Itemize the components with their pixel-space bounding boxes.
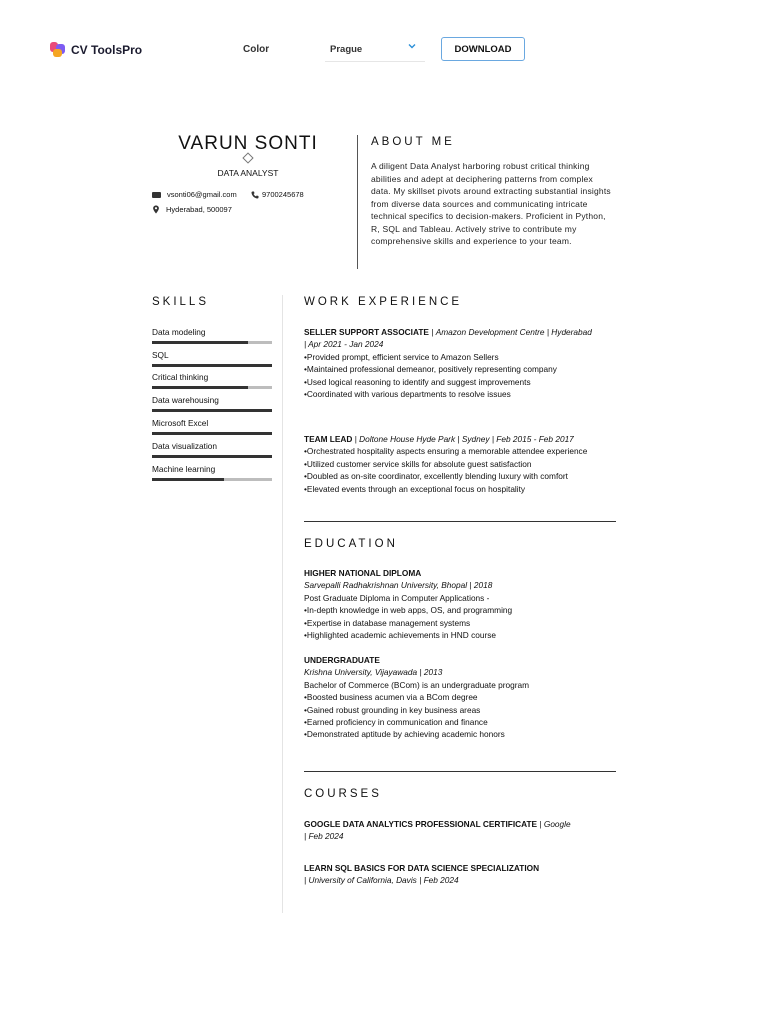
bullet-item: • Highlighted academic achievements in HND course bbox=[304, 629, 616, 641]
bullet-item: • Maintained professional demeanor, positively representing company bbox=[304, 363, 616, 375]
phone-icon bbox=[251, 191, 259, 199]
skill-label: Critical thinking bbox=[152, 372, 209, 382]
work-bullets bbox=[304, 351, 616, 401]
separator: | bbox=[428, 327, 436, 337]
candidate-name: VARUN SONTI bbox=[178, 133, 318, 154]
education-desc: Post Graduate Diploma in Computer Applications - bbox=[304, 592, 490, 603]
skill-bar bbox=[152, 341, 272, 344]
work-role: TEAM LEAD bbox=[304, 434, 353, 444]
bullet-item: • Earned proficiency in communication and finance bbox=[304, 716, 616, 728]
education-degree bbox=[304, 654, 616, 666]
top-toolbar bbox=[0, 0, 768, 100]
education-entry bbox=[304, 654, 616, 741]
skill-item bbox=[152, 327, 272, 344]
bullet-item: • Coordinated with various departments to resolve issues bbox=[304, 388, 616, 400]
contact-location: Hyderabad, 500097 bbox=[166, 205, 232, 214]
skill-item bbox=[152, 395, 272, 412]
body-divider bbox=[282, 295, 283, 913]
contact-phone: 9700245678 bbox=[262, 190, 304, 199]
degree-name: HIGHER NATIONAL DIPLOMA bbox=[304, 568, 422, 578]
skill-bar bbox=[152, 478, 272, 481]
education-bullets bbox=[304, 604, 616, 641]
color-label: Color bbox=[243, 44, 270, 55]
course-entry bbox=[304, 862, 616, 887]
bullet-item: • Boosted business acumen via a BCom degree bbox=[304, 691, 616, 703]
work-bullets bbox=[304, 445, 616, 495]
bullet-item: • Elevated events through an exceptional focus on hospitality bbox=[304, 483, 616, 495]
skill-bar-fill bbox=[152, 478, 224, 481]
skill-bar-fill bbox=[152, 364, 272, 367]
course-entry bbox=[304, 818, 616, 843]
skill-item bbox=[152, 350, 272, 367]
education-school: Krishna University, Vijayawada | 2013 bbox=[304, 667, 443, 678]
skill-bar bbox=[152, 386, 272, 389]
header-divider bbox=[357, 135, 358, 269]
skill-label: Data visualization bbox=[152, 441, 218, 451]
brand-logo-icon bbox=[50, 42, 65, 57]
bullet-item: • Utilized customer service skills for absolute guest satisfaction bbox=[304, 458, 616, 470]
skill-label: Machine learning bbox=[152, 464, 216, 474]
contact-phone-row bbox=[251, 190, 304, 199]
education-degree bbox=[304, 567, 616, 579]
brand[interactable] bbox=[50, 42, 142, 57]
download-button[interactable]: DOWNLOAD bbox=[441, 37, 525, 61]
skill-bar bbox=[152, 455, 272, 458]
skill-label: SQL bbox=[152, 350, 169, 360]
course-name: LEARN SQL BASICS FOR DATA SCIENCE SPECIALIZATION bbox=[304, 863, 540, 873]
degree-name: UNDERGRADUATE bbox=[304, 655, 380, 665]
skill-item bbox=[152, 418, 272, 435]
skill-item bbox=[152, 441, 272, 458]
work-dates: | Apr 2021 - Jan 2024 bbox=[304, 339, 384, 350]
bullet-item: • Orchestrated hospitality aspects ensuring a memorable attendee experience bbox=[304, 445, 616, 457]
education-title: EDUCATION bbox=[304, 538, 398, 550]
skill-bar-fill bbox=[152, 409, 272, 412]
work-entry-header bbox=[304, 433, 616, 445]
skill-bar-fill bbox=[152, 432, 272, 435]
education-entry bbox=[304, 567, 616, 641]
work-entry bbox=[304, 326, 616, 400]
about-title: ABOUT ME bbox=[371, 136, 455, 148]
work-experience-title: WORK EXPERIENCE bbox=[304, 296, 463, 308]
bullet-item: • Expertise in database management systems bbox=[304, 617, 616, 629]
skill-item bbox=[152, 464, 272, 481]
mail-icon bbox=[152, 192, 161, 198]
education-school: Sarvepalli Radhakrishnan University, Bhopal | 2018 bbox=[304, 580, 493, 591]
chevron-down-icon bbox=[407, 41, 417, 51]
skill-item bbox=[152, 372, 272, 389]
work-entry bbox=[304, 433, 616, 495]
education-desc: Bachelor of Commerce (BCom) is an undergraduate program bbox=[304, 679, 530, 690]
job-title: DATA ANALYST bbox=[217, 168, 279, 178]
location-pin-icon bbox=[152, 205, 160, 214]
about-text: A diligent Data Analyst harboring robust critical thinking abilities and adept at deciphering patterns from complex data. My skillset pivots around extracting substantial insights from diverse data sources and communicating intricate technical specifics to decision-makers. Proficient in Python, R, SQL and Tableau. Actively strive to contribute my comprehensive skills and experience to your team. bbox=[371, 161, 611, 246]
skill-bar-fill bbox=[152, 455, 272, 458]
course-date: | Feb 2024 bbox=[304, 831, 344, 842]
section-divider bbox=[304, 521, 616, 522]
separator: | bbox=[352, 434, 360, 444]
bullet-item: • Demonstrated aptitude by achieving academic honors bbox=[304, 728, 616, 740]
theme-select-value: Prague bbox=[330, 43, 363, 55]
bullet-item: • Provided prompt, efficient service to Amazon Sellers bbox=[304, 351, 616, 363]
skill-label: Data warehousing bbox=[152, 395, 219, 405]
bullet-item: • In-depth knowledge in web apps, OS, and programming bbox=[304, 604, 616, 616]
skill-bar bbox=[152, 364, 272, 367]
work-meta: Amazon Development Centre | Hyderabad bbox=[435, 327, 592, 337]
skills-title: SKILLS bbox=[152, 296, 209, 308]
course-provider: | Google bbox=[537, 819, 571, 829]
bullet-item: • Used logical reasoning to identify and suggest improvements bbox=[304, 376, 616, 388]
skill-label: Microsoft Excel bbox=[152, 418, 209, 428]
course-provider-date: | University of California, Davis | Feb 2024 bbox=[304, 875, 459, 886]
contact-location-row bbox=[152, 205, 232, 214]
skill-label: Data modeling bbox=[152, 327, 206, 337]
work-entry-header bbox=[304, 326, 616, 338]
bullet-item: • Gained robust grounding in key business areas bbox=[304, 704, 616, 716]
brand-name: CV ToolsPro bbox=[71, 42, 143, 57]
education-bullets bbox=[304, 691, 616, 741]
work-role: SELLER SUPPORT ASSOCIATE bbox=[304, 327, 429, 337]
courses-title: COURSES bbox=[304, 788, 382, 800]
section-divider bbox=[304, 771, 616, 772]
course-header bbox=[304, 862, 616, 874]
contact-email-row bbox=[152, 190, 237, 199]
skill-bar bbox=[152, 409, 272, 412]
contact-email: vsonti06@gmail.com bbox=[167, 190, 237, 199]
skill-bar-fill bbox=[152, 386, 248, 389]
bullet-item: • Doubled as on-site coordinator, excellently blending luxury with comfort bbox=[304, 470, 616, 482]
course-name: GOOGLE DATA ANALYTICS PROFESSIONAL CERTIFICATE bbox=[304, 819, 538, 829]
theme-select[interactable] bbox=[325, 37, 425, 62]
work-meta: Doltone House Hyde Park | Sydney | Feb 2015 - Feb 2017 bbox=[359, 434, 574, 444]
skill-bar-fill bbox=[152, 341, 248, 344]
skill-bar bbox=[152, 432, 272, 435]
course-header bbox=[304, 818, 616, 830]
